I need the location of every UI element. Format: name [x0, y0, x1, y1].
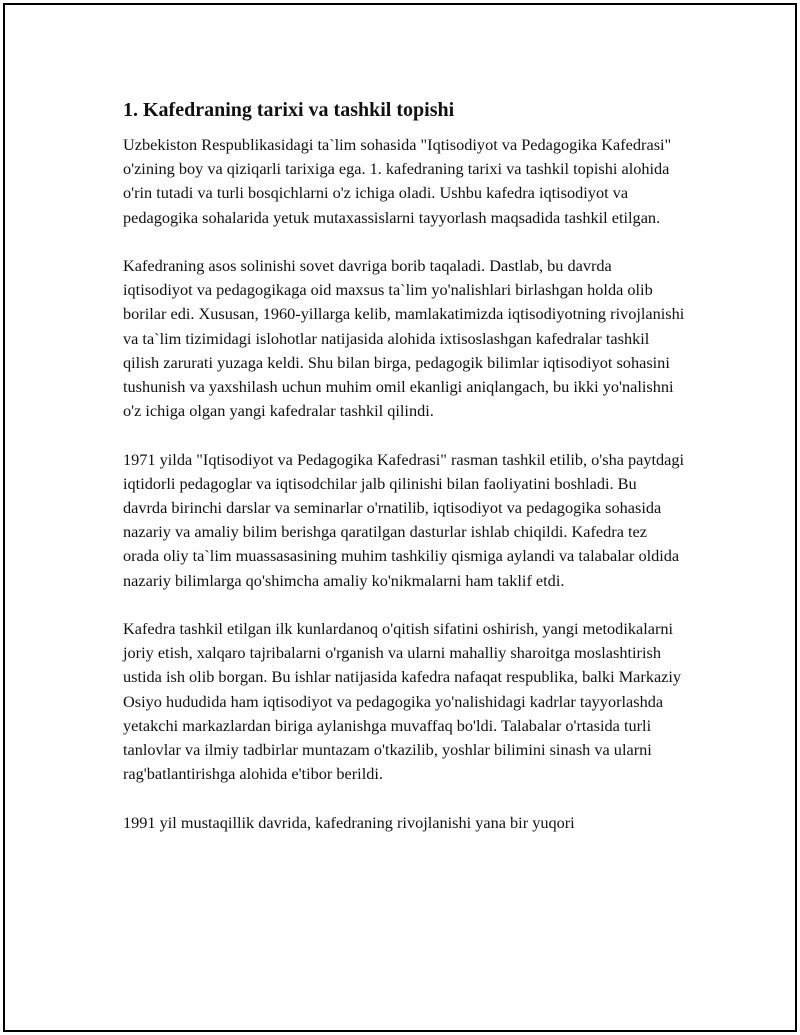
paragraph-4: Kafedra tashkil etilgan ilk kunlardanoq o'qitish sifatini oshirish, yangi metodikalarni joriy etish, xalqaro tajribalarni o'rganish va ularni mahalliy sharoitga moslashtirish ustida ish olib borgan. Bu ishlar natijasida kafedra nafaqat respublika, balki Markaziy Osiyo hududida ham iqtisodiyot va pedagogika yo'nalishidagi kadrlar tayyorlashda yetakchi markazlardan biriga aylanishga muvaffaq bo'ldi. Talabalar o'rtasida turli tanlovlar va ilmiy tadbirlar muntazam o'tkazilib, yoshlar bilimini sinash va ularni rag'batlantirishga alohida e'tibor berildi. [123, 619, 682, 784]
section-heading: 1. Kafedraning tarixi va tashkil topishi [123, 99, 455, 121]
paragraph-1: Uzbekiston Respublikasidagi ta`lim sohasida "Iqtisodiyot va Pedagogika Kafedrasi" o'zining boy va qiziqarli tarixiga ega. 1. kafedraning tarixi va tashkil topishi alohida o'rin tutadi va turli bosqichlarni o'z ichiga oladi. Ushbu kafedra iqtisodiyot va pedagogika sohalarida yetuk mutaxassislarni tayyorlash maqsadida tashkil etilgan. [123, 135, 672, 227]
document-body [123, 97, 685, 859]
page-frame [3, 3, 797, 1032]
paragraph-3: 1971 yilda "Iqtisodiyot va Pedagogika Kafedrasi" rasman tashkil etilib, o'sha paytdagi iqtidorli pedagoglar va iqtisodchilar jalb qilinishi bilan faoliyatini boshladi. Bu davrda birinchi darslar va seminarlar o'rnatilib, iqtisodiyot va pedagogika sohasida nazariy va amaliy bilim berishga qaratilgan dasturlar ishlab chiqildi. Kafedra tez orada oliy ta`lim muassasasining muhim tashkiliy qismiga aylandi va talabalar oldida nazariy bilimlarga qo'shimcha amaliy ko'nikmalarni ham taklif etdi. [123, 449, 685, 590]
paragraph-5: 1991 yil mustaqillik davrida, kafedraning rivojlanishi yana bir yuqori [123, 812, 575, 832]
paragraph-2: Kafedraning asos solinishi sovet davriga borib taqaladi. Dastlab, bu davrda iqtisodiyot va pedagogikaga oid maxsus ta`lim yo'nalishlari birlashgan holda olib borilar edi. Xususan, 1960-yillarga kelib, mamlakatimizda iqtisodiyotning rivojlanishi va ta`lim tizimidagi islohotlar natijasida alohida ixtisoslashgan kafedralar tashkil qilish zarurati yuzaga keldi. Shu bilan birga, pedagogik bilimlar iqtisodiyot sohasini tushunish va yaxshilash uchun muhim omil ekanligi aniqlangach, bu ikki yo'nalishni o'z ichiga olgan yangi kafedralar tashkil qilindi. [123, 256, 685, 421]
